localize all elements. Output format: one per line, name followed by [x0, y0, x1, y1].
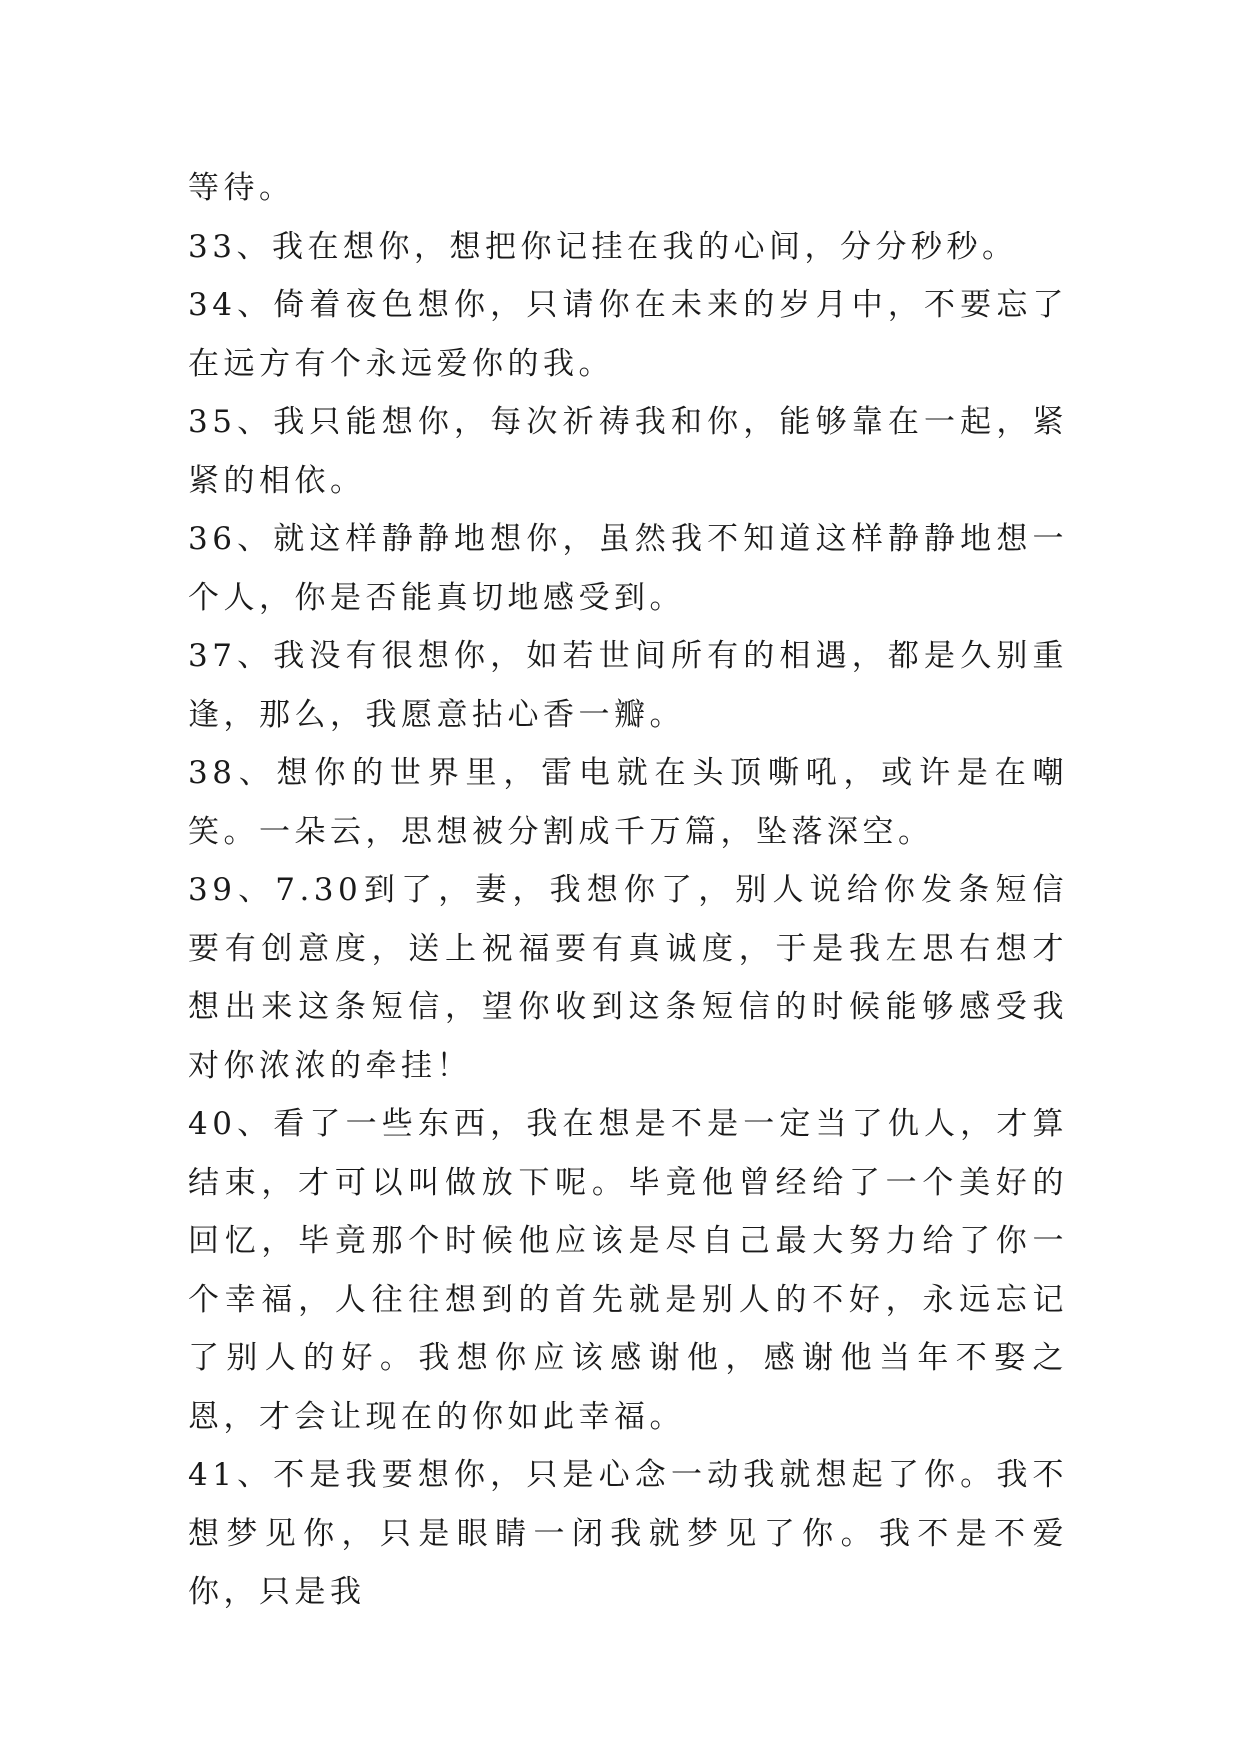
- paragraph-33: 33、我在想你，想把你记挂在我的心间，分分秒秒。: [188, 228, 1018, 265]
- paragraph-34: 34、倚着夜色想你，只请你在未来的岁月中，不要忘了在远方有个永远爱你的我。: [188, 287, 1068, 382]
- paragraph-36: 36、就这样静静地想你，虽然我不知道这样静静地想一个人，你是否能真切地感受到。: [188, 521, 1068, 616]
- paragraph-37: 37、我没有很想你，如若世间所有的相遇，都是久别重逢，那么，我愿意拈心香一瓣。: [188, 638, 1068, 733]
- document-body: [188, 159, 1068, 1622]
- paragraph-39: 39、7.30到了，妻，我想你了，别人说给你发条短信要有创意度，送上祝福要有真诚度，于是我左思右想才想出来这条短信，望你收到这条短信的时候能够感受我对你浓浓的牵挂！: [188, 872, 1068, 1084]
- paragraph-38: 38、想你的世界里，雷电就在头顶嘶吼，或许是在嘲笑。一朵云，思想被分割成千万篇，坠落深空。: [188, 755, 1068, 850]
- paragraph-35: 35、我只能想你，每次祈祷我和你，能够靠在一起，紧紧的相依。: [188, 404, 1068, 499]
- paragraph-41: 41、不是我要想你，只是心念一动我就想起了你。我不想梦见你，只是眼睛一闭我就梦见了你。我不是不爱你，只是我: [188, 1457, 1068, 1610]
- paragraph-continuation: 等待。: [188, 170, 295, 206]
- paragraph-40: 40、看了一些东西，我在想是不是一定当了仇人，才算结束，才可以叫做放下呢。毕竟他曾经给了一个美好的回忆，毕竟那个时候他应该是尽自己最大努力给了你一个幸福，人往往想到的首先就是别人的不好，永远忘记了别人的好。我想你应该感谢他，感谢他当年不娶之恩，才会让现在的你如此幸福。: [188, 1106, 1068, 1435]
